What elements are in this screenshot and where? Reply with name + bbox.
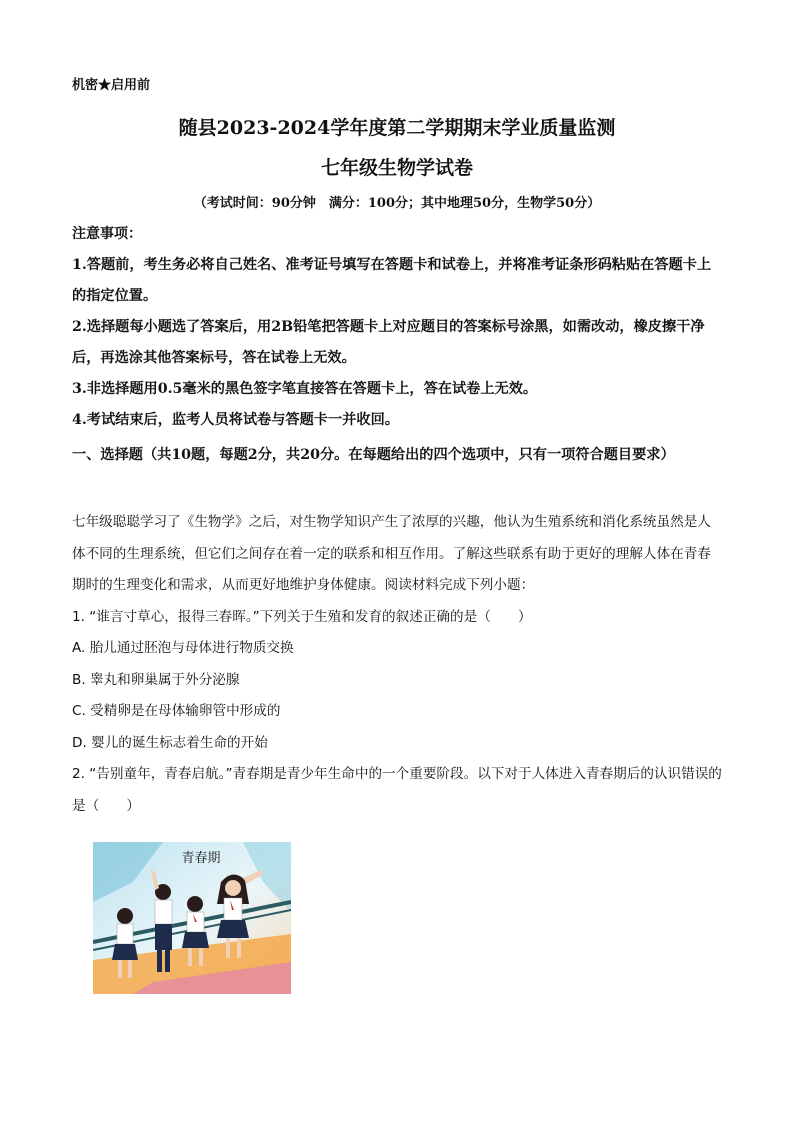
question-1-stem: 1. “谁言寸草心，报得三春晖。”下列关于生殖和发育的叙述正确的是（ ） xyxy=(72,608,532,625)
question-1-option-a: A. 胎儿通过胚泡与母体进行物质交换 xyxy=(72,640,294,656)
note-item: 4.考试结束后，监考人员将试卷与答题卡一并收回。 xyxy=(72,412,399,428)
note-item: 2.选择题每小题选了答案后，用2B铅笔把答题卡上对应题目的答案标号涂黑，如需改动，橡皮擦干净后，再选涂其他答案标号，答在试卷上无效。 xyxy=(72,319,705,366)
exam-info: （考试时间：90分钟 满分：100分；其中地理50分，生物学50分） xyxy=(193,196,601,211)
section-heading: 一、选择题（共10题，每题2分，共20分。在每题给出的四个选项中，只有一项符合题目要求） xyxy=(72,447,675,463)
question-2-stem: 2. “告别童年，青春启航。”青春期是青少年生命中的一个重要阶段。以下对于人体进入青春期后的认识错误的是（ ） xyxy=(72,766,722,814)
notes-heading: 注意事项： xyxy=(72,226,142,242)
note-item: 1.答题前，考生务必将自己姓名、准考证号填写在答题卡和试卷上，并将准考证条形码粘贴在答题卡上的指定位置。 xyxy=(72,257,712,304)
confidential-mark: 机密★启用前 xyxy=(72,78,151,93)
question-body xyxy=(72,507,724,822)
notes-list xyxy=(72,250,724,436)
youth-illustration xyxy=(93,842,291,994)
question-1-option-d: D. 婴儿的诞生标志着生命的开始 xyxy=(72,734,268,751)
note-item: 3.非选择题用0.5毫米的黑色签字笔直接答在答题卡上，答在试卷上无效。 xyxy=(72,381,538,397)
question-1-option-b: B. 睾丸和卵巢属于外分泌腺 xyxy=(72,671,240,688)
illustration-caption: 青春期 xyxy=(181,851,221,866)
exam-subject-title: 七年级生物学试卷 xyxy=(320,157,473,179)
material-intro: 七年级聪聪学习了《生物学》之后，对生物学知识产生了浓厚的兴趣，他认为生殖系统和消化系统虽然是人体不同的生理系统，但它们之间存在着一定的联系和相互作用。了解这些联系有助于更好的理解人体在青春期时的生理变化和需求，从而更好地维护身体健康。阅读材料完成下列小题： xyxy=(72,514,711,593)
exam-title: 随县2023-2024学年度第二学期期末学业质量监测 xyxy=(178,117,616,139)
question-1-option-c: C. 受精卵是在母体输卵管中形成的 xyxy=(72,703,281,719)
